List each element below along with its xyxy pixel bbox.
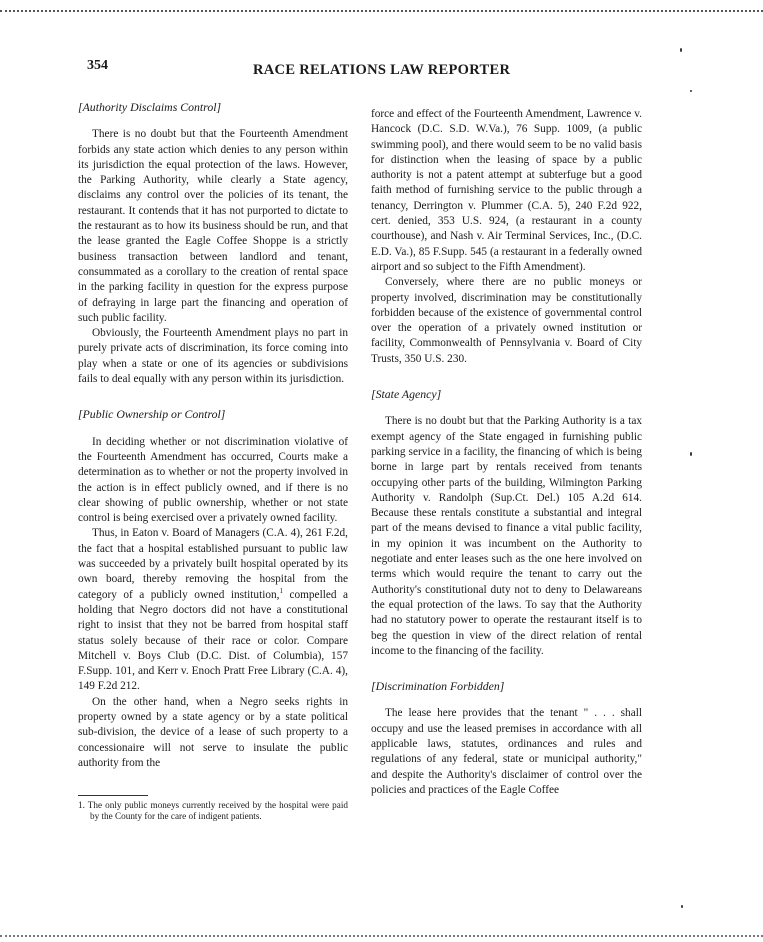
footnote: 1. The only public moneys currently received by the hospital were paid by the County for the care of indigent patients. — [78, 800, 348, 822]
section-heading-discrimination-forbidden: [Discrimination Forbidden] — [371, 679, 505, 694]
paragraph: In deciding whether or not discrimination violative of the Fourteenth Amendment has occurred, Courts make a determination as to whether or not the property involved in the action is in effect publicly owned, and if there is no clear showing of public ownership, whether or not state control is being exercised over a privately owned facility. — [78, 435, 348, 525]
section-heading-state-agency: [State Agency] — [371, 387, 442, 402]
paragraph: Obviously, the Fourteenth Amendment plays no part in purely private acts of discrimination, its force coming into play when a state or one of its agencies or subdivisions fails to deal equally with any person within its jurisdiction. — [78, 327, 348, 386]
footnote-rule — [78, 795, 148, 796]
paragraph: force and effect of the Fourteenth Amendment, Lawrence v. Hancock (D.C. S.D. W.Va.), 76 Supp. 1009, (a public swimming pool), and there would seem to be no valid basis for distinction when the leasing of space by a public authority is not a patent attempt at subterfuge but a good faith method of furnishing service to the public through a tenancy, Derrington v. Plummer (C.A. 5), 240 F.2d 922, cert. denied, 353 U.S. 924, (a restaurant in a county courthouse), and Nash v. Air Terminal Services, Inc., (D.C. E.D. Va.), 85 F.Supp. 545 (a restaurant in a federally owned airport and so subject to the Fifth Amendment). — [371, 108, 642, 273]
paragraph: The lease here provides that the tenant " . . . shall occupy and use the leased premises in accordance with all applicable laws, statutes, ordinances and rules and regulations of any federal, state or municipal authority," and despite the Authority's disclaimer of control over the policies and practices of the Eagle Coffee — [371, 707, 642, 796]
section-heading-authority-disclaims-control: [Authority Disclaims Control] — [78, 100, 222, 114]
right-column — [371, 107, 642, 798]
left-column — [78, 100, 348, 822]
paragraph: There is no doubt but that the Parking Authority is a tax exempt agency of the State engaged in furnishing public parking service in a facility, the financing of which is being borne in large part by rentals received from tenants occupying other parts of the building, Wilmington Parking Authority v. Randolph (Sup.Ct. Del.) 105 A.2d 614. Because these rentals constitute a substantial and integral part of the means devised to finance a vital public facility, in my opinion it was incumbent on the Authority to negotiate and enter leases such as the one here involved on terms which would require the tenant to carry out the Authority's constitutional duty not to deny to Delawareans the equal protection of the laws. To say that the Authority had no statutory power to operate the restaurant itself is to beg the question in view of the direct relation of rental income to the financing of the facility. — [371, 415, 642, 657]
footnote-marker: 1 — [279, 586, 283, 595]
paragraph-text: compelled a holding that Negro doctors did not have a constitutional right to insist that they not be barred from hospital staff status solely because of their race or color. Compare Mitchell v. Boys Club (D.C. Dist. of Columbia), 157 F.Supp. 101, and Kerr v. Enoch Pratt Free Library (C.A. 4), 149 F.2d 212. — [78, 588, 348, 693]
paragraph — [78, 526, 348, 694]
paragraph-text: Thus, in Eaton v. Board of Managers (C.A. 4), 261 F.2d, the fact that a hospital established pursuant to public law was succeeded by a privately built hospital operated by its own board, thereby removing the hospital from the category of a publicly owned institution, — [78, 527, 348, 601]
bottom-scan-edge — [0, 935, 763, 937]
section-heading-public-ownership: [Public Ownership or Control] — [78, 407, 226, 422]
paragraph: On the other hand, when a Negro seeks rights in property owned by a state agency or by a state political sub-division, the device of a lease of such property to a concessionaire will not serve to insulate the public authority from the — [78, 695, 348, 769]
paragraph: There is no doubt but that the Fourteenth Amendment forbids any state action which denies to any person within its jurisdiction the equal protection of the laws. However, the Parking Authority, while clearly a State agency, disclaims any control over the policies of its tenant, the restaurant. It contends that it has not purported to dictate to the restaurant as to how its business should be run, and that the lease granted the Eagle Coffee Shoppe is a strictly business transaction between landlord and tenant, consummated as a corollary to the creation of rental space in the parking facility in question for the express purpose of defraying in large part the financing and operation of such public facility. — [78, 128, 348, 324]
running-head: RACE RELATIONS LAW REPORTER — [253, 62, 511, 78]
top-scan-edge — [0, 10, 763, 12]
page-number: 354 — [87, 58, 108, 73]
scan-speck — [681, 905, 683, 908]
scan-speck — [690, 452, 692, 456]
scan-speck — [680, 48, 682, 52]
scan-speck — [690, 90, 692, 92]
paragraph: Conversely, where there are no public moneys or property involved, discrimination may be constitutionally forbidden because of the existence of governmental control over the operation of a privately owned institution or facility, Commonwealth of Pennsylvania v. Board of City Trusts, 350 U.S. 230. — [371, 276, 642, 365]
